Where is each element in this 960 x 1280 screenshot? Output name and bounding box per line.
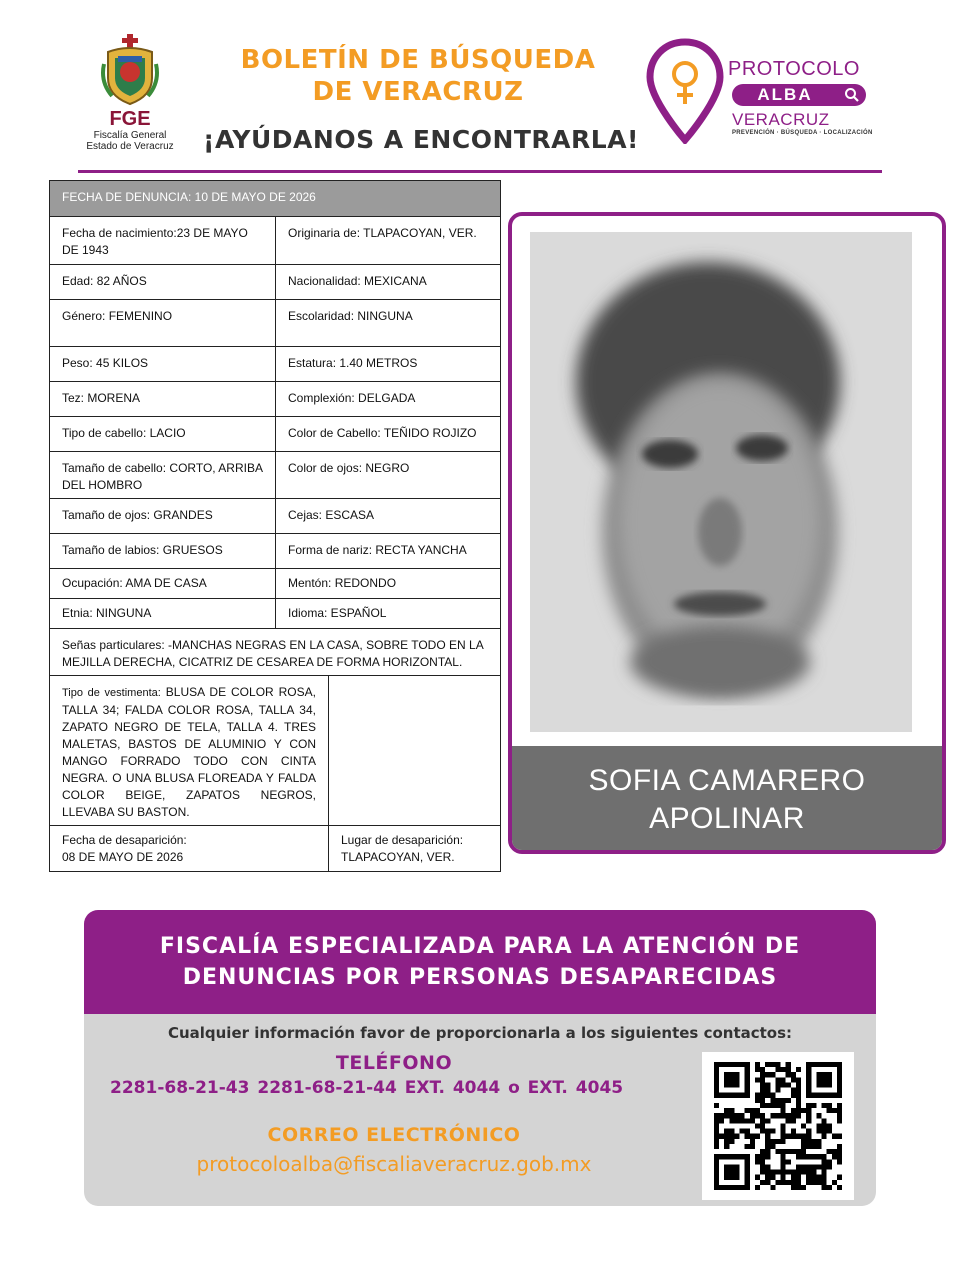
bulletin-title-line-2: DE VERACRUZ <box>312 77 524 107</box>
table-row <box>50 216 500 264</box>
missing-person-card <box>508 212 946 854</box>
birth-date: Fecha de nacimiento:23 DE MAYO DE 1943 <box>50 217 276 264</box>
veracruz-coat-of-arms-icon <box>98 34 162 106</box>
hair-color: Color de Cabello: TEÑIDO ROJIZO <box>288 426 477 440</box>
search-icon <box>844 87 860 103</box>
height: Estatura: 1.40 METROS <box>288 356 418 370</box>
origin: Originaria de: TLAPACOYAN, VER. <box>288 226 477 240</box>
missing-person-photo <box>530 232 912 732</box>
disappearance-place <box>329 826 500 871</box>
qr-code <box>702 1052 854 1200</box>
age: Edad: 82 AÑOS <box>50 265 276 299</box>
protocolo-alba-logo <box>646 38 876 144</box>
clothing-row <box>50 675 500 825</box>
fiscalia-banner <box>84 910 876 1014</box>
clothing-label: Tipo de vestimenta: <box>62 687 161 699</box>
contact-panel <box>84 1014 876 1206</box>
alba-pill <box>732 84 866 106</box>
chin: Mentón: REDONDO <box>288 576 397 590</box>
disappearance-date-label: Fecha de desaparición: <box>62 833 187 847</box>
clothing-description <box>50 676 329 825</box>
language: Idioma: ESPAÑOL <box>288 606 387 620</box>
build: Complexión: DELGADA <box>288 391 416 405</box>
location-pin-female-icon <box>646 38 724 144</box>
complexion-tone: Tez: MORENA <box>50 382 276 416</box>
fge-abbreviation: FGE <box>109 108 151 130</box>
schooling: Escolaridad: NINGUNA <box>288 309 413 323</box>
email-label: CORREO ELECTRÓNICO <box>267 1124 521 1146</box>
alba-text: ALBA <box>757 85 813 104</box>
nose-shape: Forma de nariz: RECTA YANCHA <box>288 543 467 557</box>
fiscalia-line-2: DENUNCIAS POR PERSONAS DESAPARECIDAS <box>182 965 778 990</box>
table-row <box>50 498 500 533</box>
phone-numbers: 2281-68-21-43 2281-68-21-44 EXT. 4044 o EXT. 4045 <box>110 1078 624 1098</box>
report-date-row <box>50 181 500 216</box>
eye-color: Color de ojos: NEGRO <box>288 461 410 475</box>
disappearance-row <box>50 825 500 871</box>
clothing-value: BLUSA DE COLOR ROSA, TALLA 34; FALDA COLOR ROSA, TALLA 34, ZAPATO NEGRO DE TELA, TALLA 4. TRES MALETAS, BASTOS DE ALUMINIO Y CON MANGO FORRADO TODO CON CINTA NEGRA. O UNA BLUSA FLOREADA Y FALDA COLOR BEIGE, ZAPATOS NEGROS, LLEVABA SU BASTON. <box>62 685 316 819</box>
hair-length: Tamaño de cabello: CORTO, ARRIBA DEL HOMBRO <box>50 452 276 498</box>
alba-protocolo-text: PROTOCOLO <box>728 58 860 80</box>
eye-size: Tamaño de ojos: GRANDES <box>50 499 276 533</box>
occupation: Ocupación: AMA DE CASA <box>50 569 276 598</box>
gender: Género: FEMENINO <box>50 300 276 346</box>
table-row <box>50 533 500 568</box>
weight: Peso: 45 KILOS <box>50 347 276 381</box>
table-row <box>50 346 500 381</box>
table-row <box>50 598 500 628</box>
disappearance-place-label: Lugar de desaparición: <box>341 833 464 847</box>
table-row <box>50 416 500 451</box>
table-row <box>50 568 500 598</box>
eyebrows: Cejas: ESCASA <box>288 508 375 522</box>
bulletin-title-line-1: BOLETÍN DE BÚSQUEDA <box>240 45 596 75</box>
report-date: FECHA DE DENUNCIA: 10 DE MAYO DE 2026 <box>62 190 316 204</box>
disappearance-date <box>50 826 329 871</box>
table-row <box>50 381 500 416</box>
clothing-empty-cell <box>329 676 500 825</box>
ethnicity: Etnia: NINGUNA <box>50 599 276 628</box>
person-name-line-1: SOFIA CAMARERO <box>588 764 866 797</box>
header-divider <box>78 170 882 173</box>
fge-name-line-1: Fiscalía General <box>93 130 167 141</box>
disappearance-place-value: TLAPACOYAN, VER. <box>341 850 455 864</box>
alba-veracruz-text: VERACRUZ <box>732 110 830 129</box>
portrait-photo-icon <box>530 232 912 732</box>
email-address[interactable]: protocoloalba@fiscaliaveracruz.gob.mx <box>196 1152 592 1176</box>
person-name-line-2: APOLINAR <box>649 802 805 835</box>
fge-name-line-2: Estado de Veracruz <box>86 141 174 152</box>
phone-label: TELÉFONO <box>335 1052 453 1074</box>
lip-size: Tamaño de labios: GRUESOS <box>50 534 276 568</box>
help-us-slogan: ¡AYÚDANOS A ENCONTRARLA! <box>203 125 639 154</box>
person-data-table <box>49 180 501 872</box>
table-row <box>50 299 500 346</box>
disappearance-date-value: 08 DE MAYO DE 2026 <box>62 850 184 864</box>
qr-code-icon <box>712 1062 844 1190</box>
hair-type: Tipo de cabello: LACIO <box>50 417 276 451</box>
nationality: Nacionalidad: MEXICANA <box>288 274 427 288</box>
fge-logo <box>78 34 182 152</box>
fiscalia-line-1: FISCALÍA ESPECIALIZADA PARA LA ATENCIÓN DE <box>159 934 801 959</box>
person-name <box>512 746 942 854</box>
alba-tagline: PREVENCIÓN · BÚSQUEDA · LOCALIZACIÓN <box>732 130 873 136</box>
contact-instructions: Cualquier información favor de proporcionarla a los siguientes contactos: <box>167 1024 793 1042</box>
distinguishing-marks: Señas particulares: -MANCHAS NEGRAS EN LA CASA, SOBRE TODO EN LA MEJILLA DERECHA, CICATRIZ DE CESAREA DE FORMA HORIZONTAL. <box>62 638 484 669</box>
bulletin-title <box>196 44 640 108</box>
table-row <box>50 451 500 498</box>
table-row <box>50 264 500 299</box>
distinguishing-marks-row <box>50 628 500 675</box>
